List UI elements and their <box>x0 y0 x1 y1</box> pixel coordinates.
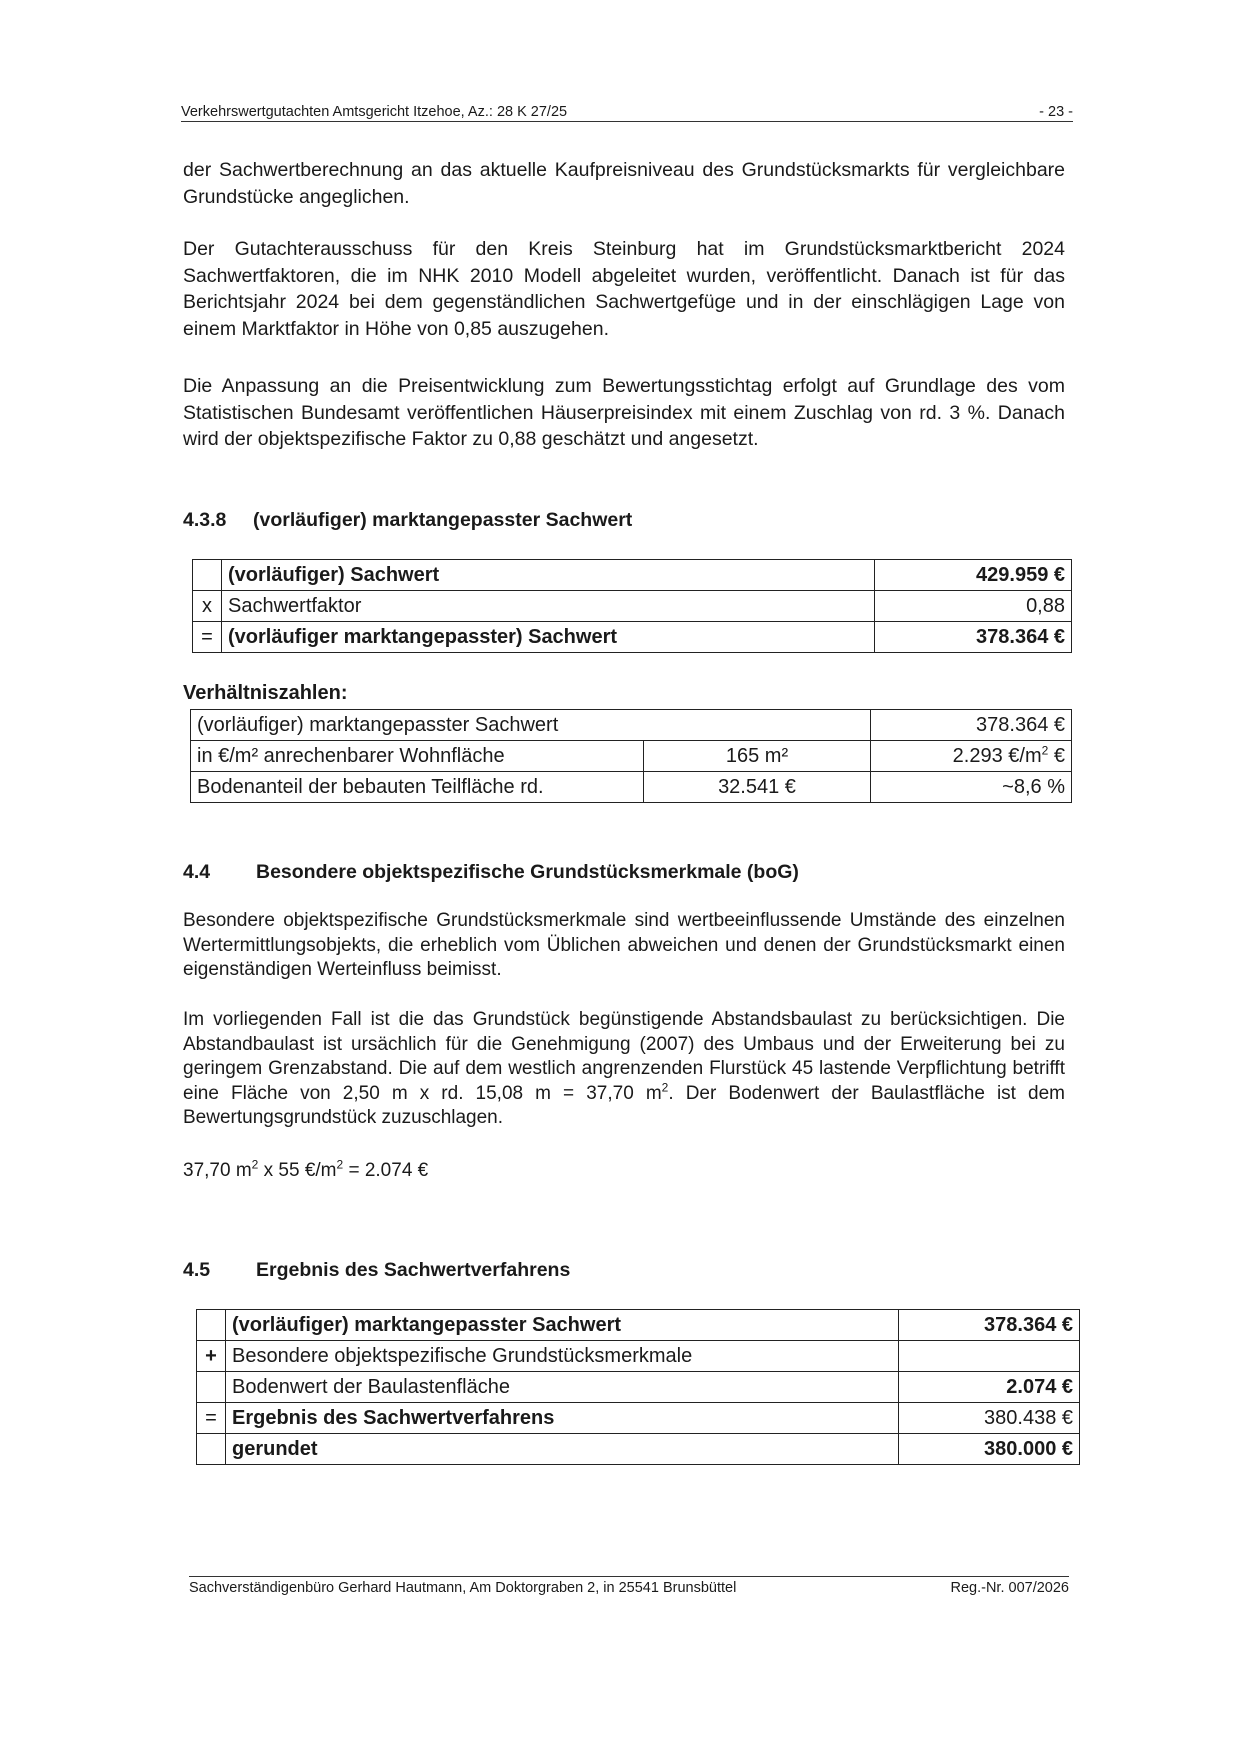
superscript: 2 <box>1041 743 1049 758</box>
table-row <box>193 591 1072 622</box>
calc-part: x 55 €/m <box>258 1160 337 1181</box>
footer-reg-number: Reg.-Nr. 007/2026 <box>950 1580 1069 1596</box>
label-cell: Bodenanteil der bebauten Teilfläche rd. <box>191 772 644 803</box>
calculation-line <box>183 1159 1065 1184</box>
paragraph-sachwertberechnung: der Sachwertberechnung an das aktuelle Kaufpreisniveau des Grundstücksmarkts für vergleichbare Grundstücke angeglichen. <box>183 159 1065 208</box>
superscript: 2 <box>661 1080 669 1095</box>
superscript: 2 <box>251 1157 259 1172</box>
paragraph-text: . Der Bodenwert der Baulastfläche ist dem Bewertungsgrundstück zuzuschlagen. <box>183 1082 1065 1128</box>
table-row <box>197 1372 1080 1403</box>
table-row <box>191 772 1072 803</box>
label-cell: (vorläufiger) marktangepasster Sachwert <box>226 1310 899 1341</box>
label-cell: (vorläufiger) Sachwert <box>222 560 875 591</box>
value-unit: € <box>1048 745 1065 767</box>
section-number: 4.4 <box>183 861 211 883</box>
value-cell: 0,88 <box>875 591 1072 622</box>
value-cell: 378.364 € <box>875 622 1072 653</box>
superscript: 2 <box>336 1157 344 1172</box>
label-cell: in €/m² anrechenbarer Wohnfläche <box>191 741 644 772</box>
operator-cell: = <box>193 622 222 653</box>
table-row <box>197 1310 1080 1341</box>
table-row <box>191 741 1072 772</box>
operator-cell: x <box>193 591 222 622</box>
paragraph-text: Im vorliegenden Fall ist die das Grundstück begünstigende Abstandsbaulast zu berücksichtigen. Die Abstandbaulast ist ursächlich für die Genehmigung (2007) des Umbaus und der Erweiterung bei zu geringem Grenzabstand. Die auf dem westlich angrenzenden Flurstück 45 lastende Verpflichtung betrifft eine Fläche von 2,50 m x rd. 15,08 m = 37,70 m <box>183 1009 1065 1104</box>
section-title: (vorläufiger) marktangepasster Sachwert <box>253 509 633 531</box>
value-cell: 378.364 € <box>871 710 1072 741</box>
value-cell: 380.000 € <box>899 1434 1080 1465</box>
label-cell: Bodenwert der Baulastenfläche <box>226 1372 899 1403</box>
page-footer <box>189 1576 1069 1596</box>
table-row <box>193 560 1072 591</box>
table-marktangepasster-sachwert <box>192 559 1072 653</box>
value-text: 2.293 €/m <box>952 745 1042 767</box>
value-cell: ~8,6 % <box>871 772 1072 803</box>
label-cell: Besondere objektspezifische Grundstücksmerkmale <box>226 1341 899 1372</box>
footer-address: Sachverständigenbüro Gerhard Hautmann, Am Doktorgraben 2, in 25541 Brunsbüttel <box>189 1580 737 1596</box>
value-cell: 2.074 € <box>899 1372 1080 1403</box>
operator-cell <box>197 1434 226 1465</box>
label-cell: Ergebnis des Sachwertverfahrens <box>226 1403 899 1434</box>
table-row <box>193 622 1072 653</box>
label-cell: Sachwertfaktor <box>222 591 875 622</box>
paragraph-abstandsbaulast <box>183 1008 1065 1131</box>
value-cell: 380.438 € <box>899 1403 1080 1434</box>
paragraph-anpassung: Die Anpassung an die Preisentwicklung zum Bewertungsstichtag erfolgt auf Grundlage des vom Statistischen Bundesamt veröffentlichen Häuserpreisindex mit einem Zuschlag von rd. 3 %. Danach wird der objektspezifische Faktor zu 0,88 geschätzt und angesetzt. <box>183 375 1065 450</box>
ratios-title: Verhältniszahlen: <box>183 682 348 704</box>
section-heading-4-3-8 <box>183 509 632 532</box>
operator-cell <box>193 560 222 591</box>
paragraph-bog-definition: Besondere objektspezifische Grundstücksmerkmale sind wertbeeinflussende Umstände des einzelnen Wertermittlungsobjekts, die erheblich vom Üblichen abweichen und denen der Grundstücksmarkt einen eigenständigen Werteinfluss beimisst. <box>183 910 1065 980</box>
section-number: 4.3.8 <box>183 509 227 531</box>
value-cell: 378.364 € <box>899 1310 1080 1341</box>
area-cell: 165 m² <box>644 741 871 772</box>
amount-cell: 32.541 € <box>644 772 871 803</box>
header-title: Verkehrswertgutachten Amtsgericht Itzehoe, Az.: 28 K 27/25 <box>181 104 568 120</box>
calc-part: = 2.074 € <box>343 1160 429 1181</box>
paragraph-gutachterausschuss: Der Gutachterausschuss für den Kreis Steinburg hat im Grundstücksmarktbericht 2024 Sachwertfaktoren, die im NHK 2010 Modell abgeleitet wurden, veröffentlicht. Danach ist für das Berichtsjahr 2024 bei dem gegenständlichen Sachwertgefüge und in der einschlägigen Lage von einem Marktfaktor in Höhe von 0,85 auszugehen. <box>183 238 1065 340</box>
section-heading-4-5 <box>183 1259 570 1282</box>
table-ergebnis-sachwertverfahren <box>196 1309 1080 1465</box>
table-row <box>197 1341 1080 1372</box>
page-header <box>181 104 1073 122</box>
operator-cell <box>197 1310 226 1341</box>
operator-cell <box>197 1372 226 1403</box>
operator-cell: = <box>197 1403 226 1434</box>
section-title: Ergebnis des Sachwertverfahrens <box>256 1259 571 1281</box>
label-cell: gerundet <box>226 1434 899 1465</box>
value-cell: 429.959 € <box>875 560 1072 591</box>
table-row <box>197 1434 1080 1465</box>
table-verhaeltniszahlen <box>190 709 1072 803</box>
value-cell <box>899 1341 1080 1372</box>
label-cell: (vorläufiger) marktangepasster Sachwert <box>191 710 871 741</box>
section-heading-4-4 <box>183 861 799 884</box>
section-number: 4.5 <box>183 1259 211 1281</box>
calc-part: 37,70 m <box>183 1160 252 1181</box>
label-cell: (vorläufiger marktangepasster) Sachwert <box>222 622 875 653</box>
page-number: - 23 - <box>1039 104 1073 120</box>
section-title: Besondere objektspezifische Grundstücksmerkmale (boG) <box>256 861 799 883</box>
operator-cell: + <box>197 1341 226 1372</box>
table-row <box>191 710 1072 741</box>
value-cell <box>871 741 1072 772</box>
table-row <box>197 1403 1080 1434</box>
